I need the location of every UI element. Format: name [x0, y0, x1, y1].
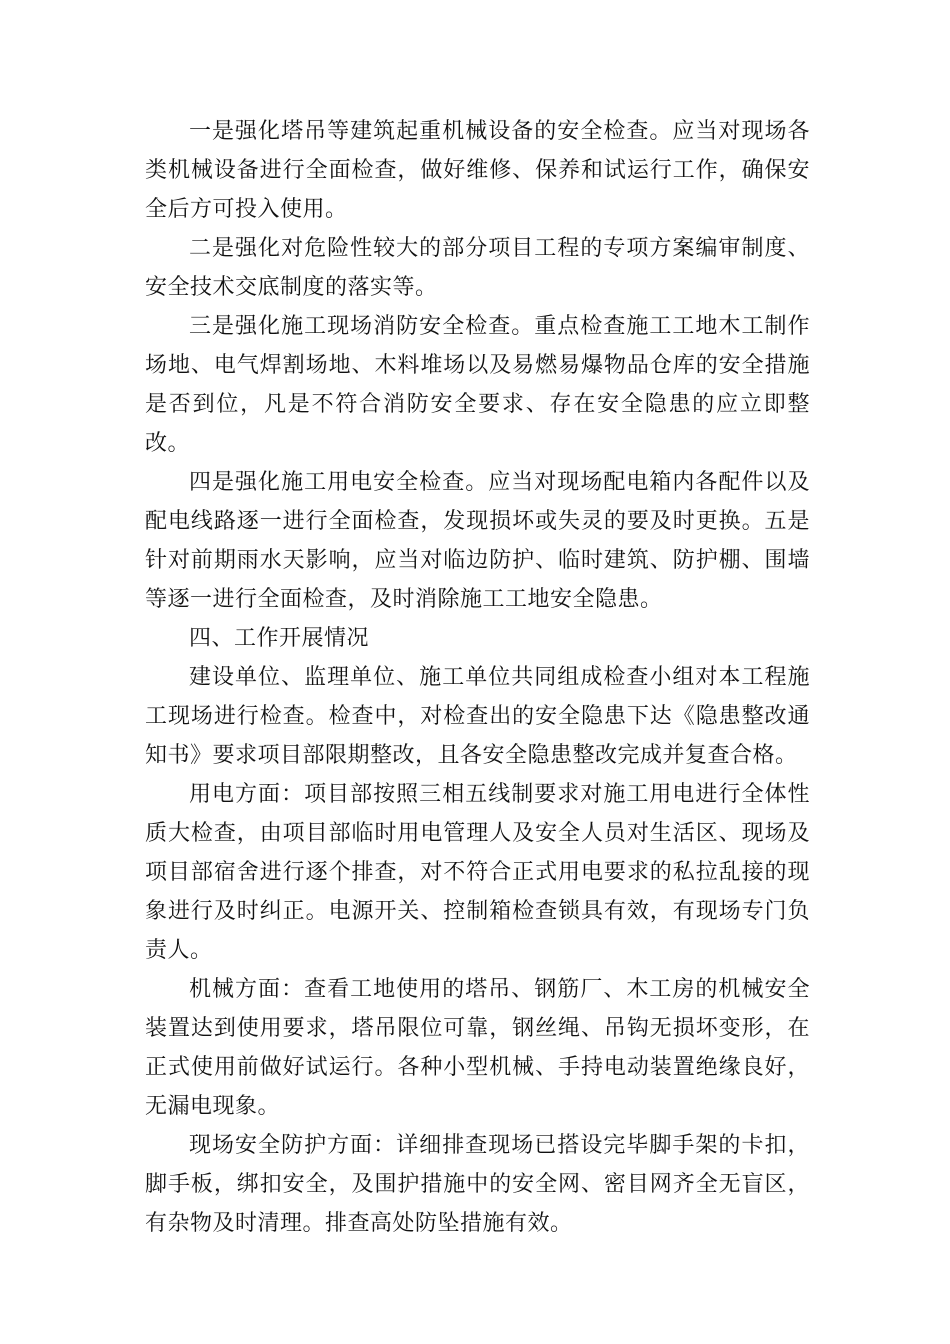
paragraph-machinery-aspect: 机械方面：查看工地使用的塔吊、钢筋厂、木工房的机械安全装置达到使用要求，塔吊限位可靠，钢丝绳、吊钩无损坏变形，在正式使用前做好试运行。各种小型机械、手持电动装置绝缘良好，无漏电现象。 — [145, 977, 810, 1119]
paragraph-electricity-aspect: 用电方面：项目部按照三相五线制要求对施工用电进行全体性质大检查，由项目部临时用电管理人及安全人员对生活区、现场及项目部宿舍进行逐个排查，对不符合正式用电要求的私拉乱接的现象进行及时纠正。电源开关、控制箱检查锁具有效，有现场专门负责人。 — [145, 782, 810, 963]
document-page — [145, 112, 810, 1243]
paragraph-electrical-safety-inspection: 四是强化施工用电安全检查。应当对现场配电箱内各配件以及配电线路逐一进行全面检查，发现损坏或失灵的要及时更换。五是针对前期雨水天影响，应当对临边防护、临时建筑、防护棚、围墙等逐一进行全面检查，及时消除施工工地安全隐患。 — [145, 470, 810, 612]
paragraph-special-plan-review: 二是强化对危险性较大的部分项目工程的专项方案编审制度、安全技术交底制度的落实等。 — [145, 236, 810, 300]
paragraph-tower-crane-inspection: 一是强化塔吊等建筑起重机械设备的安全检查。应当对现场各类机械设备进行全面检查，做好维修、保养和试运行工作，确保安全后方可投入使用。 — [145, 119, 810, 222]
section-heading-work-progress: 四、工作开展情况 — [189, 626, 370, 651]
paragraph-fire-safety-inspection: 三是强化施工现场消防安全检查。重点检查施工工地木工制作场地、电气焊割场地、木料堆场以及易燃易爆物品仓库的安全措施是否到位，凡是不符合消防安全要求、存在安全隐患的应立即整改。 — [145, 314, 810, 456]
paragraph-site-protection-aspect: 现场安全防护方面：详细排查现场已搭设完毕脚手架的卡扣，脚手板，绑扣安全，及围护措施中的安全网、密目网齐全无盲区，有杂物及时清理。排查高处防坠措施有效。 — [145, 1133, 810, 1236]
paragraph-joint-inspection: 建设单位、监理单位、施工单位共同组成检查小组对本工程施工现场进行检查。检查中，对检查出的安全隐患下达《隐患整改通知书》要求项目部限期整改，且各安全隐患整改完成并复查合格。 — [145, 665, 810, 768]
